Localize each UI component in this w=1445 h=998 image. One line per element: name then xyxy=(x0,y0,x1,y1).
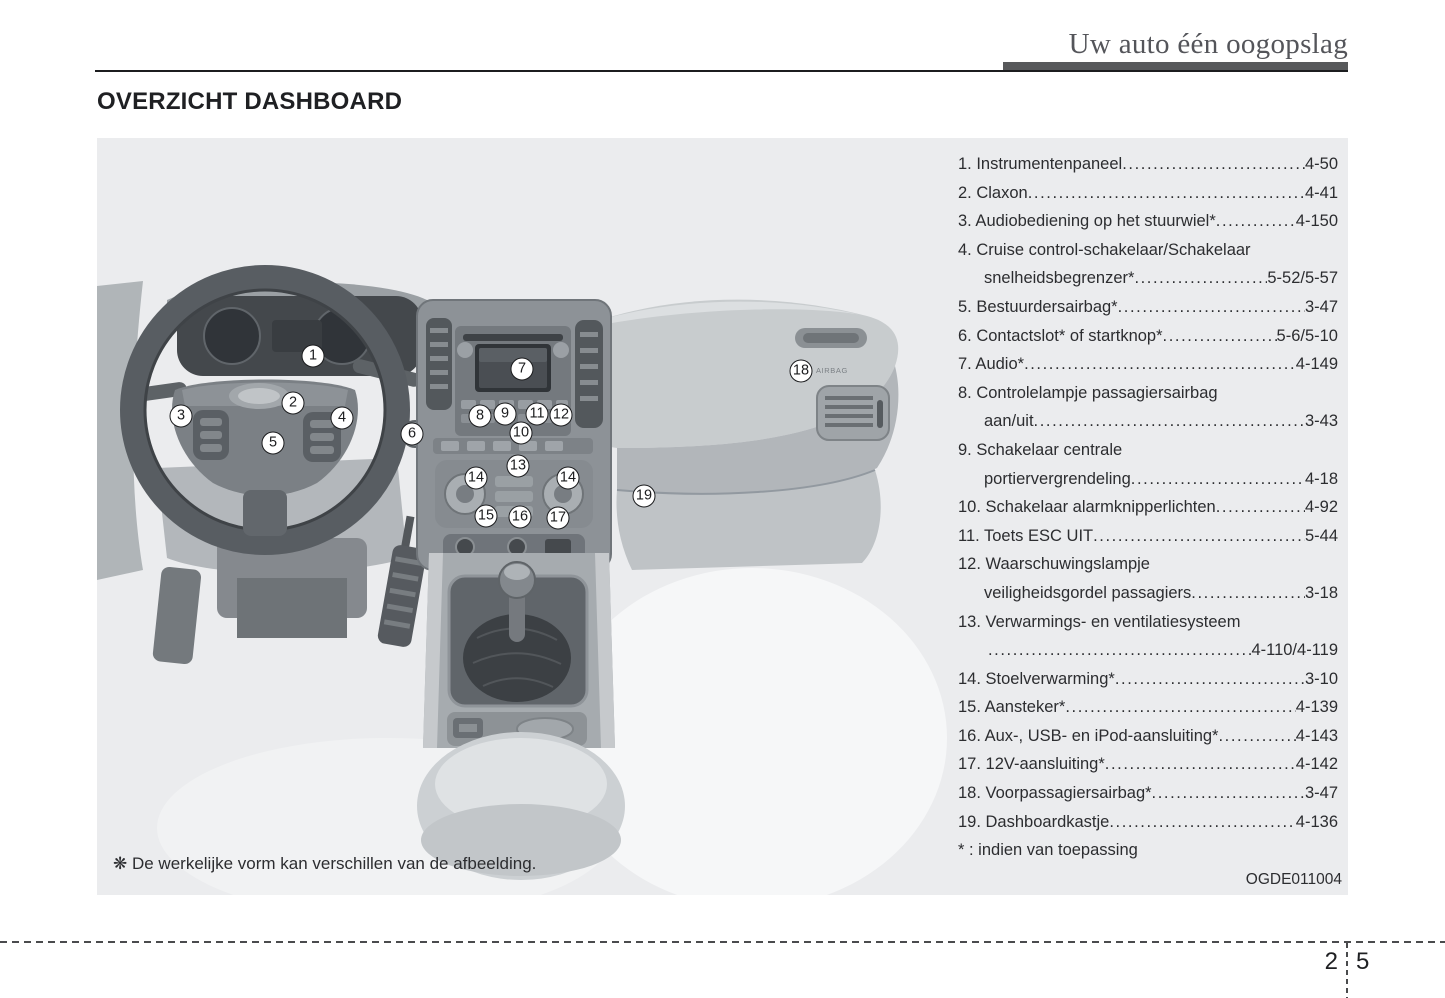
list-line xyxy=(958,207,1338,236)
callout-number: 5 xyxy=(268,434,278,451)
page-number-chapter: 2 xyxy=(1324,948,1338,975)
list-item-label: 19. Dashboardkastje xyxy=(958,812,1110,831)
callout-badge xyxy=(170,405,193,428)
list-line xyxy=(958,465,1338,494)
dot-leader xyxy=(1118,293,1305,322)
page-reference: 3-47 xyxy=(1304,784,1338,803)
callout-badge xyxy=(469,405,492,428)
audio-remote-buttons xyxy=(193,410,229,460)
list-item-label: 3. Audiobediening op het stuurwiel* xyxy=(958,212,1216,231)
list-line xyxy=(958,836,1338,865)
dot-leader xyxy=(1152,779,1305,808)
page-reference: 3-47 xyxy=(1304,297,1338,316)
list-line xyxy=(958,264,1338,293)
page-reference: 4-150 xyxy=(1295,212,1338,231)
dot-leader xyxy=(1065,693,1295,722)
callout-badge xyxy=(507,455,530,478)
list-item-label: 1. Instrumentenpaneel xyxy=(958,155,1123,173)
callout-number: 10 xyxy=(512,424,530,441)
figure-footnote: ❋ De werkelijke vorm kan verschillen van de afbeelding. xyxy=(113,854,537,873)
page-reference: 3-10 xyxy=(1304,669,1338,688)
callout-badge xyxy=(302,345,325,368)
callout-badge xyxy=(465,467,488,490)
page-number-page: 5 xyxy=(1356,948,1370,975)
list-item-label: veiligheidsgordel passagiers xyxy=(984,583,1192,602)
dot-leader xyxy=(1109,808,1295,837)
callout-number: 16 xyxy=(511,508,529,525)
list-item-label: 4. Cruise control-schakelaar/Schakelaar xyxy=(958,240,1251,259)
list-line xyxy=(958,293,1338,322)
list-item-label: * : indien van toepassing xyxy=(958,841,1138,860)
page-reference: 4-139 xyxy=(1295,698,1338,717)
list-line xyxy=(958,150,1338,179)
callout-badge xyxy=(510,422,533,445)
list-line xyxy=(958,722,1338,751)
list-line xyxy=(958,550,1338,579)
page-reference: 5-44 xyxy=(1304,526,1338,545)
list-line xyxy=(958,522,1338,551)
callout-badge xyxy=(526,403,549,426)
callout-number: 2 xyxy=(288,394,298,411)
callout-number: 17 xyxy=(549,509,567,526)
callout-badge xyxy=(550,404,573,427)
defroster-vent xyxy=(795,328,867,348)
page-reference: 4-18 xyxy=(1304,469,1338,488)
dot-leader xyxy=(1122,150,1305,179)
callout-badge xyxy=(511,358,534,381)
side-vent xyxy=(817,386,889,440)
list-line xyxy=(958,665,1338,694)
chapter-title: Uw auto één oogopslag xyxy=(1068,28,1348,60)
callout-number: 14 xyxy=(559,469,577,486)
dot-leader xyxy=(1105,750,1296,779)
list-line xyxy=(958,179,1338,208)
callout-number: 3 xyxy=(176,407,186,424)
dot-leader xyxy=(1024,350,1296,379)
list-item-label: 14. Stoelverwarming* xyxy=(958,669,1115,688)
list-item-label: 16. Aux-, USB- en iPod-aansluiting* xyxy=(958,726,1219,745)
airbag-embossed-label: AIRBAG xyxy=(816,366,848,375)
dot-leader xyxy=(1216,207,1296,236)
callout-number: 1 xyxy=(308,347,318,364)
dot-leader xyxy=(1034,407,1305,436)
dot-leader xyxy=(1191,579,1305,608)
page-reference: 4-142 xyxy=(1295,755,1338,774)
list-item-label: 2. Claxon xyxy=(958,183,1028,202)
footer-dashed-divider xyxy=(1346,943,1348,998)
parts-list xyxy=(958,150,1338,865)
callout-badge xyxy=(494,403,517,426)
page-reference: 4-50 xyxy=(1304,155,1338,173)
page-reference: 4-92 xyxy=(1304,498,1338,517)
dot-leader xyxy=(1134,264,1267,293)
list-line xyxy=(958,608,1338,637)
list-item-label: 17. 12V-aansluiting* xyxy=(958,755,1105,774)
list-line xyxy=(958,779,1338,808)
dot-leader xyxy=(988,636,1251,665)
list-line xyxy=(958,493,1338,522)
callout-number: 19 xyxy=(635,487,653,504)
list-line xyxy=(958,579,1338,608)
list-item-label: 12. Waarschuwingslampje xyxy=(958,555,1150,574)
list-line xyxy=(958,350,1338,379)
callout-badge xyxy=(282,392,305,415)
callout-number: 4 xyxy=(337,409,347,426)
callout-badge xyxy=(557,467,580,490)
callout-badge xyxy=(790,360,813,383)
list-item-label: 18. Voorpassagiersairbag* xyxy=(958,784,1152,803)
list-item-label: aan/uit xyxy=(984,412,1034,431)
page-reference: 4-149 xyxy=(1295,355,1338,374)
callout-number: 13 xyxy=(509,457,527,474)
figure-panel xyxy=(97,138,1348,895)
callout-badge xyxy=(547,507,570,530)
list-item-label: 10. Schakelaar alarmknipperlichten xyxy=(958,498,1216,517)
header-rule xyxy=(95,70,1348,72)
list-line xyxy=(958,750,1338,779)
list-item-label: 11. Toets ESC UIT xyxy=(958,526,1094,545)
list-line xyxy=(958,636,1338,665)
page-reference: 4-41 xyxy=(1304,183,1338,202)
callout-badge xyxy=(475,505,498,528)
page-reference: 5-6/5-10 xyxy=(1276,326,1338,345)
callout-number: 8 xyxy=(475,407,485,424)
callout-number: 9 xyxy=(500,405,510,422)
page-reference: 5-52/5-57 xyxy=(1267,269,1338,288)
dot-leader xyxy=(1028,179,1305,208)
list-line xyxy=(958,436,1338,465)
list-item-label: 8. Controlelampje passagiersairbag xyxy=(958,383,1218,402)
callout-number: 15 xyxy=(477,507,495,524)
list-item-label: 6. Contactslot* of startknop* xyxy=(958,326,1163,345)
page-title: OVERZICHT DASHBOARD xyxy=(97,88,403,115)
list-item-label: snelheidsbegrenzer* xyxy=(984,269,1135,288)
page-reference: 3-18 xyxy=(1304,583,1338,602)
callout-number: 14 xyxy=(467,469,485,486)
dot-leader xyxy=(1093,522,1305,551)
callout-number: 11 xyxy=(529,405,545,422)
callout-number: 18 xyxy=(792,362,810,379)
callout-number: 12 xyxy=(552,406,570,423)
list-line xyxy=(958,808,1338,837)
page-reference: 4-136 xyxy=(1295,812,1338,831)
list-item-label: 13. Verwarmings- en ventilatiesysteem xyxy=(958,612,1241,631)
page-reference: 4-143 xyxy=(1295,726,1338,745)
page-reference: 3-43 xyxy=(1304,412,1338,431)
dot-leader xyxy=(1115,665,1305,694)
page-reference: 4-110/4-119 xyxy=(1251,641,1338,660)
list-item-label: 15. Aansteker* xyxy=(958,698,1066,717)
list-item-label: 9. Schakelaar centrale xyxy=(958,440,1123,459)
callout-badge xyxy=(509,506,532,529)
dot-leader xyxy=(1218,722,1295,751)
footer-dashed-rule xyxy=(0,941,1445,943)
callout-badge xyxy=(401,423,424,446)
list-line xyxy=(958,322,1338,351)
dot-leader xyxy=(1163,322,1277,351)
list-line xyxy=(958,236,1338,265)
figure-code: OGDE011004 xyxy=(1245,871,1342,888)
list-line xyxy=(958,693,1338,722)
callout-badge xyxy=(262,432,285,455)
dot-leader xyxy=(1131,465,1305,494)
list-item-label: portiervergrendeling xyxy=(984,469,1131,488)
callout-number: 7 xyxy=(517,360,527,377)
callout-number: 6 xyxy=(407,425,417,442)
center-console xyxy=(417,553,625,880)
list-line xyxy=(958,379,1338,408)
callout-badge xyxy=(633,485,656,508)
list-item-label: 5. Bestuurdersairbag* xyxy=(958,297,1118,316)
dot-leader xyxy=(1216,493,1305,522)
callout-badge xyxy=(331,407,354,430)
list-item-label: 7. Audio* xyxy=(958,355,1025,374)
list-line xyxy=(958,407,1338,436)
